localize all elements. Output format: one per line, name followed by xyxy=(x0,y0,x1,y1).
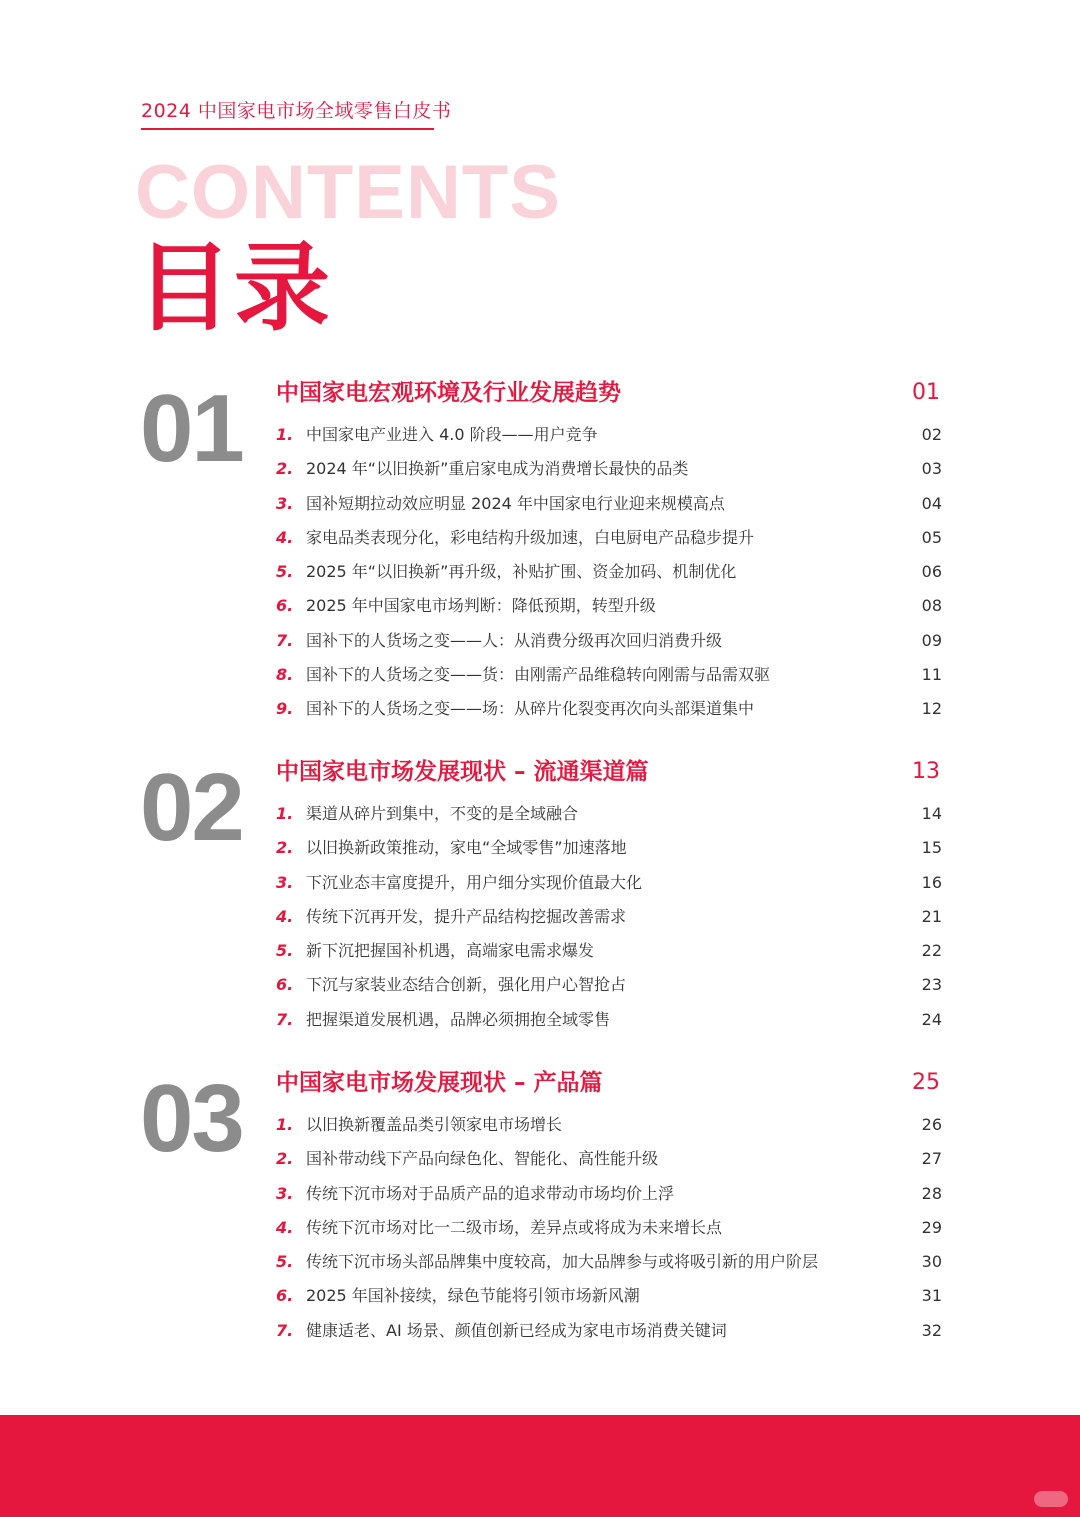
toc-item-text: 渠道从碎片到集中，不变的是全域融合 xyxy=(306,804,579,823)
toc-item-index: 7. xyxy=(276,1320,294,1340)
toc-item-text: 国补下的人货场之变——场：从碎片化裂变再次向头部渠道集中 xyxy=(306,699,755,719)
section-page-number: 01 xyxy=(912,380,940,405)
toc-item-text: 家电品类表现分化，彩电结构升级加速，白电厨电产品稳步提升 xyxy=(306,527,755,547)
toc-item[interactable] xyxy=(0,1108,1080,1142)
document-title: 2024 中国家电市场全域零售白皮书 xyxy=(141,100,452,122)
toc-item-text: 下沉业态丰富度提升，用户细分实现价值最大化 xyxy=(306,872,643,892)
toc-item-text: 健康适老、AI 场景、颜值创新已经成为家电市场消费关键词 xyxy=(306,1320,727,1340)
contents-heading-english: CONTENTS xyxy=(135,150,561,235)
toc-item-index: 1. xyxy=(276,804,294,823)
toc-item-page: 15 xyxy=(921,838,942,858)
toc-item-index: 4. xyxy=(276,527,294,547)
section-title[interactable]: 中国家电市场发展现状 – 流通渠道篇 xyxy=(276,759,649,785)
section-title[interactable]: 中国家电宏观环境及行业发展趋势 xyxy=(276,380,621,406)
title-underline xyxy=(141,128,434,130)
toc-item-index: 3. xyxy=(276,493,294,513)
toc-item-index: 9. xyxy=(276,699,294,719)
toc-item-index: 1. xyxy=(276,1115,294,1134)
toc-item-index: 5. xyxy=(276,562,294,582)
toc-item-index: 7. xyxy=(276,1009,294,1029)
toc-item[interactable] xyxy=(0,487,1080,521)
toc-item-page: 14 xyxy=(921,804,942,823)
toc-item-index: 6. xyxy=(276,596,294,616)
toc-item[interactable] xyxy=(0,555,1080,589)
toc-item-text: 传统下沉市场头部品牌集中度较高，加大品牌参与或将吸引新的用户阶层 xyxy=(306,1252,819,1272)
toc-item-page: 31 xyxy=(921,1286,942,1306)
section-number: 02 xyxy=(140,754,243,861)
toc-item[interactable] xyxy=(0,624,1080,658)
toc-item-page: 08 xyxy=(921,596,942,616)
toc-item-index: 5. xyxy=(276,1252,294,1272)
toc-item-index: 1. xyxy=(276,425,294,444)
toc-item-page: 21 xyxy=(921,906,942,926)
section-title[interactable]: 中国家电市场发展现状 – 产品篇 xyxy=(276,1070,603,1096)
footer-band xyxy=(0,1415,1080,1517)
toc-item-page: 32 xyxy=(921,1320,942,1340)
toc-item-text: 国补带动线下产品向绿色化、智能化、高性能升级 xyxy=(306,1149,659,1169)
toc-item-index: 2. xyxy=(276,1149,294,1169)
toc-item[interactable] xyxy=(0,831,1080,865)
toc-item-page: 24 xyxy=(921,1009,942,1029)
toc-item[interactable] xyxy=(0,968,1080,1002)
toc-item-text: 2025 年中国家电市场判断：降低预期，转型升级 xyxy=(306,596,656,616)
toc-item-page: 09 xyxy=(921,630,942,650)
toc-item-text: 国补下的人货场之变——人：从消费分级再次回归消费升级 xyxy=(306,630,723,650)
toc-item-index: 5. xyxy=(276,941,294,961)
toc-item-page: 22 xyxy=(921,941,942,961)
toc-item-list xyxy=(0,797,1080,1037)
toc-item-page: 12 xyxy=(921,699,942,719)
section-page-number: 13 xyxy=(912,759,940,784)
toc-item-page: 16 xyxy=(921,872,942,892)
toc-item[interactable] xyxy=(0,866,1080,900)
toc-item[interactable] xyxy=(0,692,1080,726)
toc-item[interactable] xyxy=(0,1177,1080,1211)
toc-item-text: 把握渠道发展机遇，品牌必须拥抱全域零售 xyxy=(306,1009,611,1029)
section-number: 01 xyxy=(140,375,243,482)
toc-item[interactable] xyxy=(0,797,1080,831)
toc-item[interactable] xyxy=(0,452,1080,486)
toc-item[interactable] xyxy=(0,418,1080,452)
toc-item-text: 新下沉把握国补机遇，高端家电需求爆发 xyxy=(306,941,595,961)
toc-item-page: 11 xyxy=(921,665,942,685)
toc-item-page: 30 xyxy=(921,1252,942,1272)
toc-item-page: 28 xyxy=(921,1183,942,1203)
toc-item-index: 3. xyxy=(276,1183,294,1203)
toc-item-text: 国补下的人货场之变——货：由刚需产品维稳转向刚需与品需双驱 xyxy=(306,665,771,685)
toc-item-text: 传统下沉市场对于品质产品的追求带动市场均价上浮 xyxy=(306,1183,675,1203)
toc-item-page: 05 xyxy=(921,527,942,547)
toc-item-text: 2024 年“以旧换新”重启家电成为消费增长最快的品类 xyxy=(306,459,689,479)
toc-item-page: 03 xyxy=(921,459,942,479)
toc-item-list xyxy=(0,418,1080,727)
toc-item-page: 27 xyxy=(921,1149,942,1169)
toc-item-list xyxy=(0,1108,1080,1348)
toc-item-text: 传统下沉市场对比一二级市场，差异点或将成为未来增长点 xyxy=(306,1217,723,1237)
toc-item-index: 4. xyxy=(276,906,294,926)
toc-item-page: 06 xyxy=(921,562,942,582)
toc-item-index: 4. xyxy=(276,1217,294,1237)
toc-item[interactable] xyxy=(0,900,1080,934)
toc-item-index: 6. xyxy=(276,975,294,995)
toc-item-index: 3. xyxy=(276,872,294,892)
toc-item-page: 26 xyxy=(921,1115,942,1134)
toc-item[interactable] xyxy=(0,1279,1080,1313)
toc-item-text: 中国家电产业进入 4.0 阶段——用户竞争 xyxy=(306,425,598,444)
toc-item-text: 传统下沉再开发，提升产品结构挖掘改善需求 xyxy=(306,906,627,926)
toc-item-page: 29 xyxy=(921,1217,942,1237)
toc-item[interactable] xyxy=(0,1211,1080,1245)
section-number: 03 xyxy=(140,1065,243,1172)
toc-item-index: 2. xyxy=(276,838,294,858)
toc-item-index: 8. xyxy=(276,665,294,685)
toc-item-index: 2. xyxy=(276,459,294,479)
toc-item[interactable] xyxy=(0,1314,1080,1348)
toc-item-text: 下沉与家装业态结合创新，强化用户心智抢占 xyxy=(306,975,627,995)
toc-item-text: 以旧换新政策推动，家电“全域零售”加速落地 xyxy=(306,838,627,858)
toc-item-page: 02 xyxy=(921,425,942,444)
toc-item-text: 2025 年国补接续，绿色节能将引领市场新风潮 xyxy=(306,1286,640,1306)
toc-item[interactable] xyxy=(0,521,1080,555)
toc-item-page: 04 xyxy=(921,493,942,513)
toc-item-page: 23 xyxy=(921,975,942,995)
watermark-badge xyxy=(1034,1491,1068,1507)
toc-item[interactable] xyxy=(0,1245,1080,1279)
toc-item-text: 2025 年“以旧换新”再升级，补贴扩围、资金加码、机制优化 xyxy=(306,562,737,582)
toc-item[interactable] xyxy=(0,1142,1080,1176)
toc-item-index: 7. xyxy=(276,630,294,650)
section-page-number: 25 xyxy=(912,1070,940,1095)
toc-item-text: 国补短期拉动效应明显 2024 年中国家电行业迎来规模高点 xyxy=(306,493,725,513)
toc-item-text: 以旧换新覆盖品类引领家电市场增长 xyxy=(306,1115,563,1134)
contents-heading: 目录 xyxy=(136,232,332,344)
toc-item[interactable] xyxy=(0,658,1080,692)
toc-item[interactable] xyxy=(0,589,1080,623)
toc-item-index: 6. xyxy=(276,1286,294,1306)
toc-item[interactable] xyxy=(0,1003,1080,1037)
toc-item[interactable] xyxy=(0,934,1080,968)
